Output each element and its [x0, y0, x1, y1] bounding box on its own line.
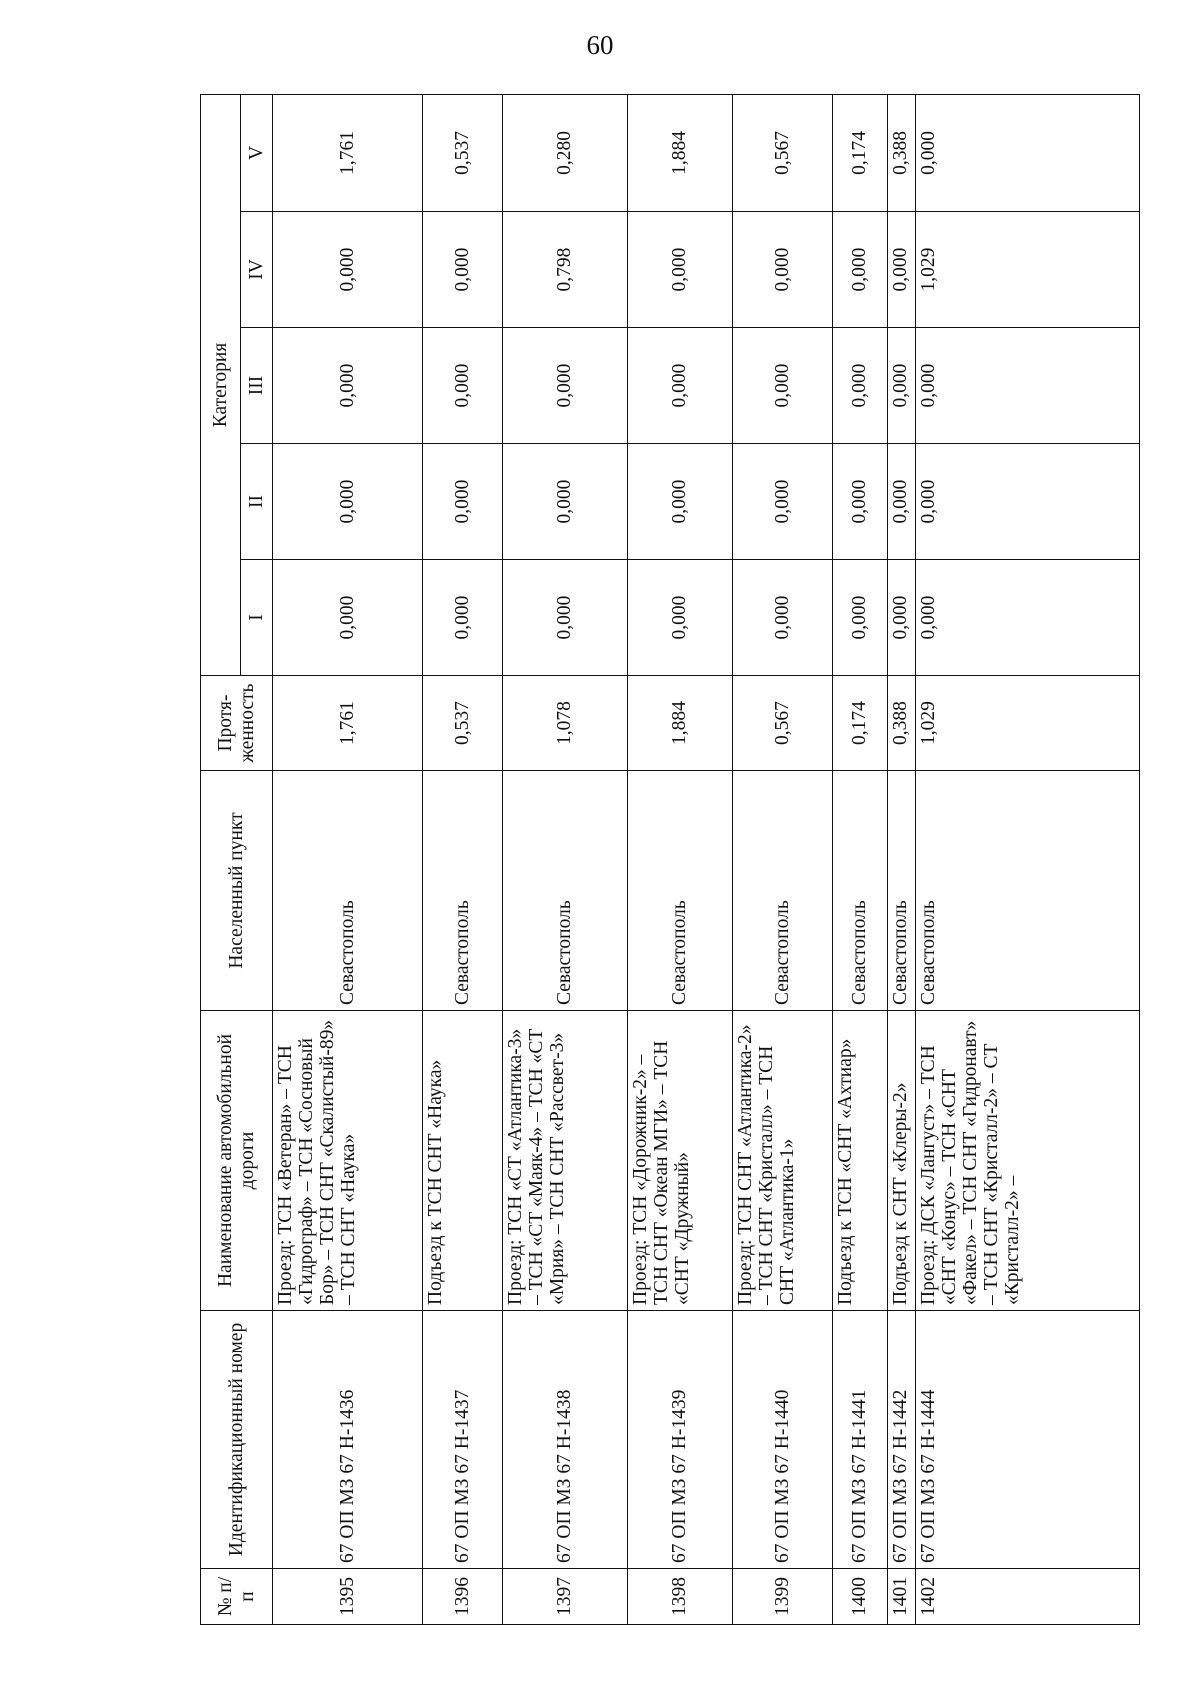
cell-num: 1396 — [423, 1569, 503, 1625]
cell-cat-4: 0,000 — [888, 212, 916, 328]
cell-cat-2: 0,000 — [888, 444, 916, 560]
cell-length: 1,761 — [273, 676, 423, 771]
table-row — [273, 94, 423, 1624]
table-row — [916, 94, 1140, 1624]
cell-road-name: Проезд: ТСН «Ветеран» – ТСН «Гидрограф» – ТСН «Сосновый Бор» – ТСН СНТ «Скалистый-89» – ТСН СНТ «Наука» — [273, 1011, 423, 1311]
cell-cat-4: 0,798 — [503, 212, 628, 328]
cell-id: 67 ОП МЗ 67 Н-1440 — [733, 1311, 833, 1569]
cell-id: 67 ОП МЗ 67 Н-1444 — [916, 1311, 1140, 1569]
header-settlement: Населенный пункт — [201, 771, 273, 1011]
cell-cat-3: 0,000 — [916, 328, 1140, 444]
header-num: № п/п — [201, 1569, 273, 1625]
cell-id: 67 ОП МЗ 67 Н-1437 — [423, 1311, 503, 1569]
header-cat-2: II — [241, 444, 273, 560]
cell-cat-5: 0,567 — [733, 94, 833, 211]
cell-id: 67 ОП МЗ 67 Н-1441 — [833, 1311, 888, 1569]
cell-cat-3: 0,000 — [273, 328, 423, 444]
cell-cat-2: 0,000 — [733, 444, 833, 560]
cell-cat-3: 0,000 — [888, 328, 916, 444]
cell-road-name: Проезд: ТСН «СТ «Атлантика-3» – ТСН «СТ «Маяк-4» – ТСН «СТ «Мрия» – ТСН СНТ «Рассвет-3» — [503, 1011, 628, 1311]
table-row — [888, 94, 916, 1624]
header-cat-3: III — [241, 328, 273, 444]
cell-num: 1398 — [628, 1569, 733, 1625]
cell-cat-3: 0,000 — [833, 328, 888, 444]
cell-length: 1,029 — [916, 676, 1140, 771]
cell-length: 0,537 — [423, 676, 503, 771]
cell-cat-2: 0,000 — [273, 444, 423, 560]
header-cat-5: V — [241, 94, 273, 211]
cell-num: 1401 — [888, 1569, 916, 1625]
cell-cat-4: 0,000 — [273, 212, 423, 328]
cell-cat-3: 0,000 — [733, 328, 833, 444]
table-row — [423, 94, 503, 1624]
header-cat-4: IV — [241, 212, 273, 328]
cell-cat-4: 0,000 — [628, 212, 733, 328]
cell-road-name: Подъезд к ТСН СНТ «Наука» — [423, 1011, 503, 1311]
cell-cat-5: 1,884 — [628, 94, 733, 211]
cell-length: 1,884 — [628, 676, 733, 771]
cell-cat-1: 0,000 — [423, 560, 503, 676]
cell-cat-4: 1,029 — [916, 212, 1140, 328]
cell-settlement: Севастополь — [733, 771, 833, 1011]
cell-num: 1395 — [273, 1569, 423, 1625]
cell-cat-5: 0,537 — [423, 94, 503, 211]
cell-cat-5: 0,174 — [833, 94, 888, 211]
cell-road-name: Подъезд к ТСН «СНТ «Ахтиар» — [833, 1011, 888, 1311]
roads-table — [200, 94, 1140, 1625]
cell-cat-1: 0,000 — [833, 560, 888, 676]
cell-cat-2: 0,000 — [503, 444, 628, 560]
cell-cat-4: 0,000 — [733, 212, 833, 328]
table-row — [503, 94, 628, 1624]
cell-id: 67 ОП МЗ 67 Н-1438 — [503, 1311, 628, 1569]
cell-cat-2: 0,000 — [423, 444, 503, 560]
cell-cat-5: 0,280 — [503, 94, 628, 211]
cell-cat-1: 0,000 — [628, 560, 733, 676]
cell-cat-1: 0,000 — [888, 560, 916, 676]
cell-cat-5: 0,000 — [916, 94, 1140, 211]
cell-settlement: Севастополь — [628, 771, 733, 1011]
page-number: 60 — [586, 30, 614, 60]
table-row — [733, 94, 833, 1624]
table-row — [628, 94, 733, 1624]
cell-cat-3: 0,000 — [628, 328, 733, 444]
cell-road-name: Проезд: ДСК «Лангуст» – ТСН «СНТ «Конус» – ТСН «СНТ «Факел» – ТСН СНТ «Гидронавт» – ТСН СНТ «Кристалл-2» – СТ «Кристалл-2» – — [916, 1011, 1140, 1311]
cell-road-name: Проезд: ТСН СНТ «Атлантика-2» – ТСН СНТ «Кристалл» – ТСН СНТ «Атлантика-1» — [733, 1011, 833, 1311]
cell-settlement: Севастополь — [833, 771, 888, 1011]
cell-cat-1: 0,000 — [916, 560, 1140, 676]
cell-settlement: Севастополь — [423, 771, 503, 1011]
cell-cat-5: 1,761 — [273, 94, 423, 211]
cell-cat-1: 0,000 — [503, 560, 628, 676]
cell-num: 1399 — [733, 1569, 833, 1625]
header-length: Протя-женность — [201, 676, 273, 771]
cell-cat-3: 0,000 — [423, 328, 503, 444]
header-id: Идентификационный номер — [201, 1311, 273, 1569]
cell-settlement: Севастополь — [503, 771, 628, 1011]
header-cat-1: I — [241, 560, 273, 676]
cell-id: 67 ОП МЗ 67 Н-1436 — [273, 1311, 423, 1569]
cell-road-name: Подъезд к СНТ «Клеры-2» — [888, 1011, 916, 1311]
cell-length: 0,388 — [888, 676, 916, 771]
cell-cat-4: 0,000 — [833, 212, 888, 328]
cell-cat-2: 0,000 — [628, 444, 733, 560]
cell-length: 0,174 — [833, 676, 888, 771]
cell-length: 1,078 — [503, 676, 628, 771]
roads-table-rotated — [200, 95, 1140, 1625]
cell-num: 1397 — [503, 1569, 628, 1625]
cell-settlement: Севастополь — [888, 771, 916, 1011]
cell-length: 0,567 — [733, 676, 833, 771]
header-name: Наименование автомобильной дороги — [201, 1011, 273, 1311]
cell-settlement: Севастополь — [273, 771, 423, 1011]
cell-id: 67 ОП МЗ 67 Н-1442 — [888, 1311, 916, 1569]
cell-cat-2: 0,000 — [833, 444, 888, 560]
cell-cat-1: 0,000 — [733, 560, 833, 676]
cell-num: 1400 — [833, 1569, 888, 1625]
table-row — [833, 94, 888, 1624]
cell-num: 1402 — [916, 1569, 1140, 1625]
cell-cat-5: 0,388 — [888, 94, 916, 211]
cell-cat-1: 0,000 — [273, 560, 423, 676]
cell-cat-4: 0,000 — [423, 212, 503, 328]
header-category: Категория — [201, 94, 241, 675]
cell-cat-3: 0,000 — [503, 328, 628, 444]
cell-road-name: Проезд: ТСН «Дорожник-2» – ТСН СНТ «Океан МГИ» – ТСН «СНТ «Дружный» — [628, 1011, 733, 1311]
cell-id: 67 ОП МЗ 67 Н-1439 — [628, 1311, 733, 1569]
cell-settlement: Севастополь — [916, 771, 1140, 1011]
cell-cat-2: 0,000 — [916, 444, 1140, 560]
